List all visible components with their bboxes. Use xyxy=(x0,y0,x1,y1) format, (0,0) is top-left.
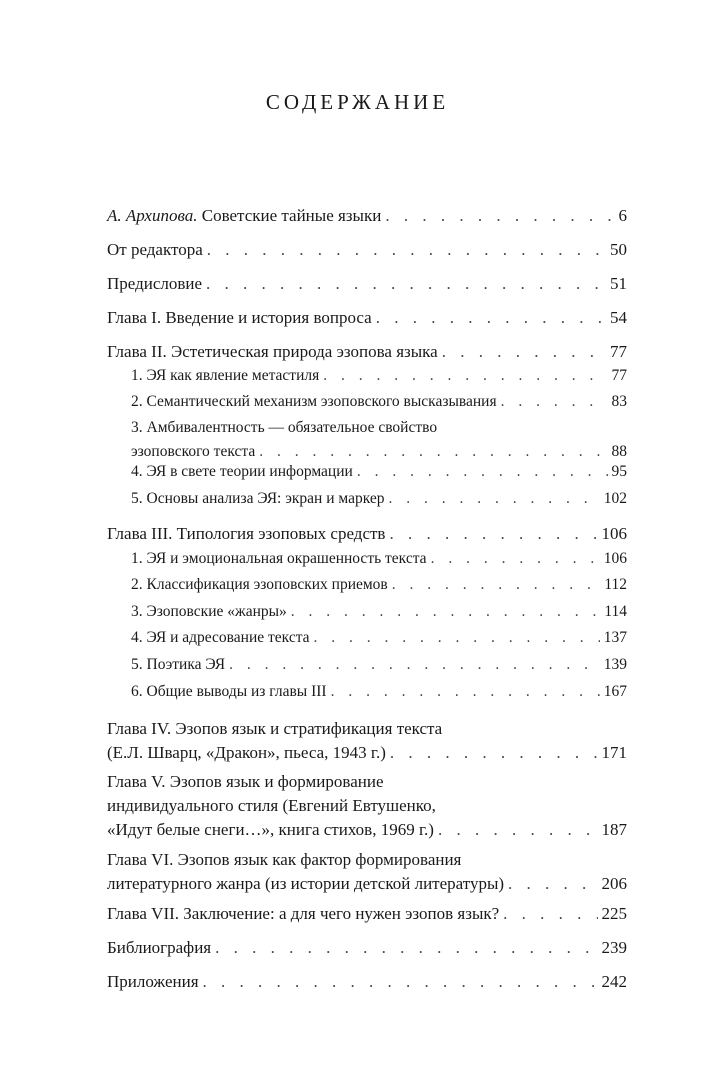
toc-entry xyxy=(107,770,627,842)
toc-entry-label: Приложения xyxy=(107,972,199,991)
dot-leader xyxy=(385,204,614,228)
toc-subentry xyxy=(131,600,627,624)
toc-entry xyxy=(107,522,627,546)
toc-entry-page: 167 xyxy=(603,683,627,700)
toc-entry-page: 206 xyxy=(601,874,627,893)
toc-entry-label: 1. ЭЯ и эмоциональная окрашенность текста xyxy=(131,550,427,567)
dot-leader xyxy=(291,600,601,624)
toc-entry-label: Предисловие xyxy=(107,274,203,293)
toc-entry-page: 187 xyxy=(601,820,627,839)
toc-entry-page: 239 xyxy=(601,938,627,957)
toc-subentry xyxy=(131,626,627,650)
toc-entry-label: (Е.Л. Шварц, «Дракон», пьеса, 1943 г.) xyxy=(107,743,386,762)
toc-entry-label: литературного жанра (из истории детской литературы) xyxy=(107,874,505,893)
toc-entry-label-line: 3. Амбивалентность — обязательное свойство xyxy=(131,419,438,436)
dot-leader xyxy=(389,522,597,546)
toc-entry-label: «Идут белые снеги…», книга стихов, 1969 г.) xyxy=(107,820,434,839)
toc-entry xyxy=(107,306,627,330)
toc-entry-label-line: индивидуального стиля (Евгений Евтушенко, xyxy=(107,796,436,815)
toc-entry-label: 2. Классификация эзоповских приемов xyxy=(131,576,388,593)
toc-entry xyxy=(107,717,627,765)
toc-subentry xyxy=(131,680,627,704)
toc-entry-page: 106 xyxy=(601,524,627,543)
toc-entry-label-line: Глава IV. Эзопов язык и стратификация текста xyxy=(107,719,443,738)
toc-entry-label: 5. Поэтика ЭЯ xyxy=(131,656,226,673)
dot-leader xyxy=(357,460,608,484)
toc-entry-author: А. Архипова. xyxy=(107,206,198,225)
toc-subentry xyxy=(131,364,627,388)
toc-entry-label: Советские тайные языки xyxy=(197,206,382,225)
toc-entry-label: 4. ЭЯ в свете теории информации xyxy=(131,463,353,480)
dot-leader xyxy=(389,487,600,511)
toc-entry-label: 4. ЭЯ и адресование текста xyxy=(131,629,310,646)
toc-subentry xyxy=(131,416,627,464)
toc-subentry xyxy=(131,547,627,571)
toc-entry-page: 137 xyxy=(603,629,627,646)
dot-leader xyxy=(392,573,601,597)
toc-subentry xyxy=(131,460,627,484)
dot-leader xyxy=(314,626,600,650)
toc-entry-label-line: Глава VI. Эзопов язык как фактор формирования xyxy=(107,850,462,869)
dot-leader xyxy=(438,818,598,842)
dot-leader xyxy=(215,936,597,960)
toc-entry-label: Глава III. Типология эзоповых средств xyxy=(107,524,386,543)
toc-entry xyxy=(107,848,627,896)
toc-entry-page: 83 xyxy=(611,393,627,410)
toc-entry-label: От редактора xyxy=(107,240,203,259)
toc-entry-page: 88 xyxy=(611,443,627,460)
toc-entry-label: Библиография xyxy=(107,938,212,957)
dot-leader xyxy=(376,306,606,330)
toc-entry xyxy=(107,340,627,364)
toc-entry-label: эзоповского текста xyxy=(131,443,256,460)
dot-leader xyxy=(206,272,606,296)
toc-entry-page: 106 xyxy=(603,550,627,567)
toc-entry xyxy=(107,970,627,994)
toc-entry xyxy=(107,272,627,296)
toc-entry-label: 1. ЭЯ как явление метастиля xyxy=(131,367,320,384)
toc-entry-page: 77 xyxy=(611,367,627,384)
toc-entry-page: 51 xyxy=(610,274,627,293)
toc-subentry xyxy=(131,487,627,511)
toc-entry-label: Глава I. Введение и история вопроса xyxy=(107,308,372,327)
toc-entry-page: 114 xyxy=(604,603,627,620)
dot-leader xyxy=(501,390,608,414)
dot-leader xyxy=(207,238,606,262)
toc-entry-label: 5. Основы анализа ЭЯ: экран и маркер xyxy=(131,490,385,507)
toc-entry-page: 225 xyxy=(601,904,627,923)
toc-subentry xyxy=(131,573,627,597)
toc-entry-page: 54 xyxy=(610,308,627,327)
toc-entry xyxy=(107,238,627,262)
toc-entry-page: 171 xyxy=(601,743,627,762)
dot-leader xyxy=(431,547,600,571)
toc-entry-label: 3. Эзоповские «жанры» xyxy=(131,603,287,620)
dot-leader xyxy=(203,970,598,994)
toc-entry-page: 112 xyxy=(604,576,627,593)
toc-entry xyxy=(107,936,627,960)
toc-entry-label: Глава II. Эстетическая природа эзопова языка xyxy=(107,342,438,361)
toc-entry xyxy=(107,204,627,228)
dot-leader xyxy=(503,902,597,926)
toc-entry-page: 95 xyxy=(611,463,627,480)
toc-entry-page: 77 xyxy=(610,342,627,361)
toc-entry-page: 242 xyxy=(601,972,627,991)
dot-leader xyxy=(390,741,598,765)
toc-entry xyxy=(107,902,627,926)
dot-leader xyxy=(508,872,597,896)
toc-entry-label: Глава VII. Заключение: а для чего нужен эзопов язык? xyxy=(107,904,500,923)
toc-entry-page: 102 xyxy=(603,490,627,507)
toc-entry-page: 50 xyxy=(610,240,627,259)
toc-entry-label: 6. Общие выводы из главы III xyxy=(131,683,327,700)
dot-leader xyxy=(323,364,607,388)
dot-leader xyxy=(442,340,606,364)
toc-subentry xyxy=(131,390,627,414)
toc-entry-label-line: Глава V. Эзопов язык и формирование xyxy=(107,772,384,791)
page-title: СОДЕРЖАНИЕ xyxy=(265,90,450,114)
toc-entry-page: 139 xyxy=(603,656,627,673)
toc-entry-page: 6 xyxy=(618,206,627,225)
dot-leader xyxy=(331,680,600,704)
toc-subentry xyxy=(131,653,627,677)
dot-leader xyxy=(229,653,600,677)
toc-entry-label: 2. Семантический механизм эзоповского высказывания xyxy=(131,393,497,410)
